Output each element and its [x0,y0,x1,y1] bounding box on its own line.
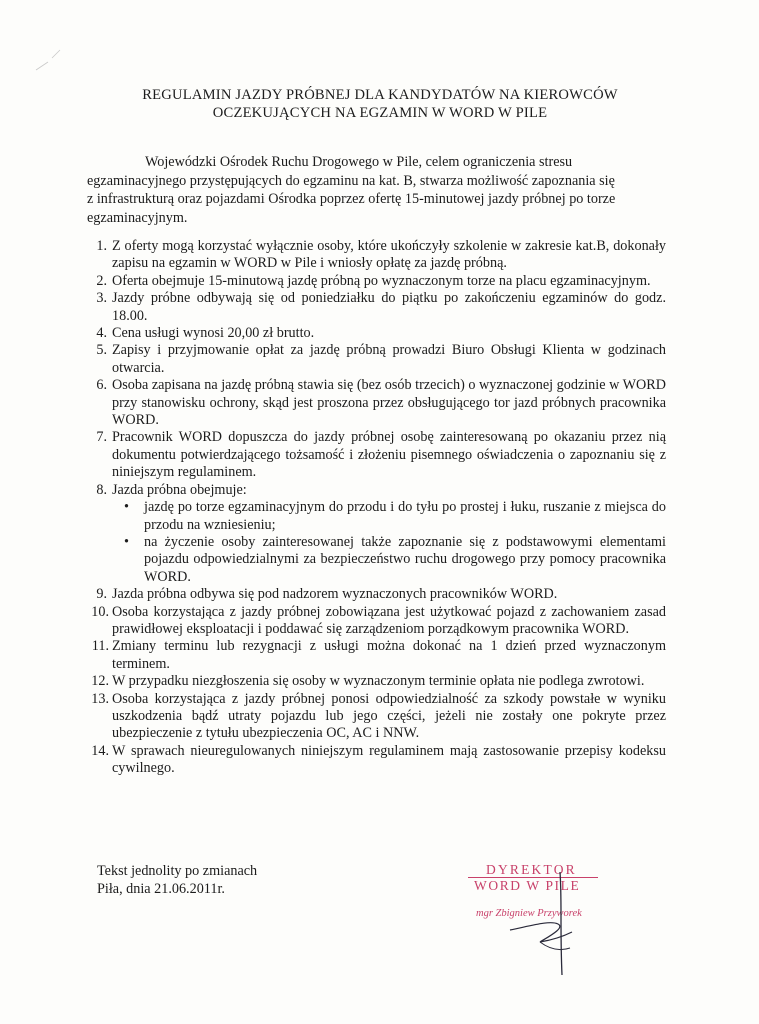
scan-mark-icon [30,40,70,80]
rule-item-14 [91,742,666,778]
rule-number: 5. [96,342,107,359]
stamp-line-2: WORD W PILE [468,877,598,894]
rule-number: 10. [91,603,109,620]
rule-item-6 [96,377,666,429]
rule-item-9 [96,586,666,603]
rule-number: 3. [96,290,107,307]
rule-text: Osoba zapisana na jazdę próbną stawia się (bez osób trzecich) o wyznaczonej godzinie w WORD przy stanowisku ochrony, skąd jest proszona przez obsługującego tor jazd próbnych pracownika WORD. [112,377,666,429]
rules-list [91,238,666,778]
rule-number: 8. [96,481,107,498]
rule-item-10 [91,603,666,639]
rule-number: 2. [96,272,107,289]
bullet-text: na życzenie osoby zainteresowanej także zapoznanie się z podstawowymi elementami pojazdu odpowiedzialnymi za bezpieczeństwo ruchu drogowego przy pomocy pracownika WORD. [144,533,666,585]
rule-item-7 [96,429,666,481]
intro-line-4: egzaminacyjnym. [87,209,188,226]
bullet-icon: • [124,499,129,516]
rule-number: 1. [96,238,107,254]
document-title [60,86,700,122]
rule-8-bullets [112,499,666,586]
rule-item-5 [96,342,666,377]
intro-line-3: z infrastrukturą oraz pojazdami Ośrodka poprzez ofertę 15-minutowej jazdy próbnej po torze [87,191,616,207]
rule-text: Oferta obejmuje 15-minutową jazdę próbną po wyznaczonym torze na placu egzaminacyjnym. [112,272,651,289]
rule-item-2 [96,272,666,290]
bullet-icon: • [124,533,129,550]
title-line-1: REGULAMIN JAZDY PRÓBNEJ DLA KANDYDATÓW NA KIEROWCÓW [142,87,618,103]
bullet-item [124,499,666,534]
rule-item-3 [96,290,666,325]
rule-item-13 [91,690,666,743]
signature-icon [500,870,610,980]
footer-note: Tekst jednolity po zmianach [97,863,258,879]
document-footer [97,862,257,898]
rule-number: 4. [96,325,107,342]
rule-text: Pracownik WORD dopuszcza do jazdy próbnej osobę zainteresowaną po okazaniu przez nią dokumentu potwierdzającego tożsamość i złożeniu pisemnego oświadczenia o zapoznaniu się z niniejszym regulaminem. [112,429,666,481]
rule-number: 7. [96,429,107,446]
rule-text: Osoba korzystająca z jazdy próbnej ponosi odpowiedzialność za szkody powstałe w wyniku uszkodzenia bądź utraty pojazdu lub jego części, jeżeli nie zostały one pokryte przez ubezpieczenie z tytułu ubezpieczenia OC, AC i NNW. [112,690,666,742]
intro-paragraph [87,153,666,227]
rule-number: 13. [91,690,109,707]
rule-text: Jazda próbna odbywa się pod nadzorem wyznaczonych pracowników WORD. [112,586,558,603]
rule-number: 6. [96,377,107,394]
rule-text: W przypadku niezgłoszenia się osoby w wyznaczonym terminie opłata nie podlega zwrotowi. [112,673,645,690]
footer-date: Piła, dnia 21.06.2011r. [97,881,225,897]
bullet-text: jazdę po torze egzaminacyjnym do przodu i do tyłu po prostej i łuku, ruszanie z miejsca do przodu na wzniesieniu; [144,499,666,533]
rule-number: 14. [91,742,109,759]
rule-text: Cena usługi wynosi 20,00 zł brutto. [112,325,315,342]
stamp-line-1: DYREKTOR [486,862,577,877]
intro-line-1: Wojewódzki Ośrodek Ruchu Drogowego w Pile, celem ograniczenia stresu [145,154,573,170]
stamp-line-3: mgr Zbigniew Przyworek [476,908,582,919]
rule-text: Osoba korzystająca z jazdy próbnej zobowiązana jest użytkować pojazd z zachowaniem zasad prawidłowej eksploatacji i poddawać się zarządzeniom porządkowym pracownika WORD. [112,603,666,637]
rule-item-1 [96,238,666,273]
bullet-item [124,533,666,586]
rule-text: Z oferty mogą korzystać wyłącznie osoby, które ukończyły szkolenie w zakresie kat.B, dokonały zapisu na egzamin w WORD w Pile i wniosły opłatę za jazdę próbną. [112,238,666,272]
rule-text: Jazdy próbne odbywają się od poniedziałku do piątku po zakończeniu egzaminów do godz. 18.00. [112,290,666,324]
title-line-2: OCZEKUJĄCYCH NA EGZAMIN W WORD W PILE [212,105,548,121]
rule-text: Zapisy i przyjmowanie opłat za jazdę próbną prowadzi Biuro Obsługi Klienta w godzinach otwarcia. [112,342,666,376]
rule-number: 11. [91,638,109,655]
rule-item-12 [91,673,666,690]
rule-text: Jazda próbna obejmuje: [112,481,247,498]
rule-item-4 [96,325,666,342]
rule-text: W sprawach nieuregulowanych niniejszym regulaminem mają zastosowanie przepisy kodeksu cywilnego. [112,742,666,777]
rule-item-11 [91,638,666,673]
rule-item-8 [96,481,666,586]
intro-line-2: egzaminacyjnego przystępujących do egzaminu na kat. B, stwarza możliwość zapoznania się [87,172,615,189]
rule-text: Zmiany terminu lub rezygnacji z usługi można dokonać na 1 dzień przed wyznaczonym terminem. [112,638,666,672]
rule-number: 12. [91,673,109,690]
rule-number: 9. [96,586,107,603]
